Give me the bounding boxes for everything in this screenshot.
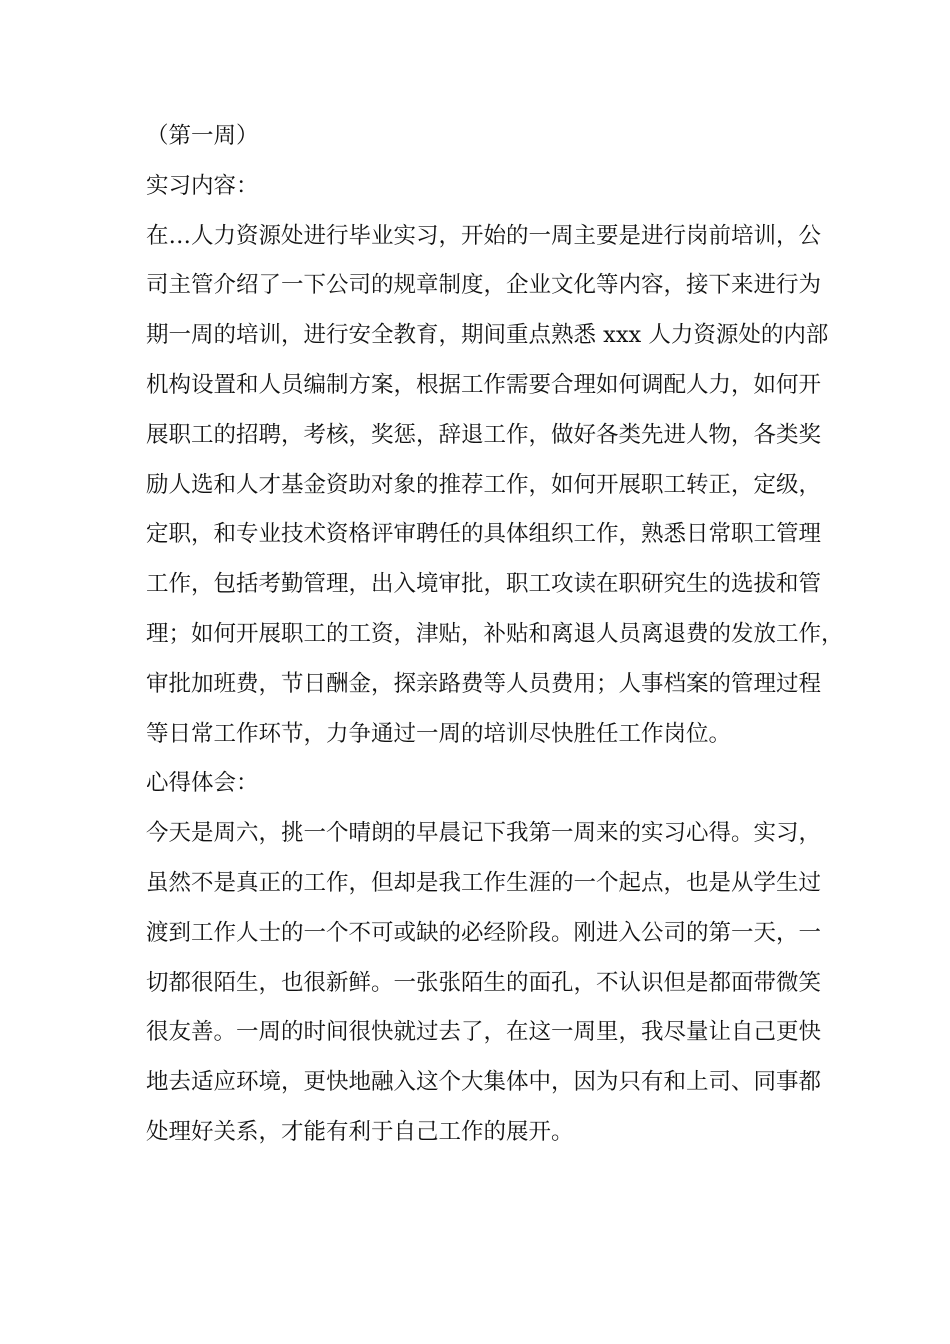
paragraph-line: 机构设置和人员编制方案，根据工作需要合理如何调配人力，如何开 xyxy=(146,371,822,398)
paragraph-line: 定职，和专业技术资格评审聘任的具体组织工作，熟悉日常职工管理 xyxy=(146,521,822,548)
paragraph-line: 司主管介绍了一下公司的规章制度，企业文化等内容，接下来进行为 xyxy=(146,272,822,299)
internship-content-paragraph xyxy=(146,212,844,760)
internship-content-heading: 实习内容： xyxy=(146,172,259,199)
paragraph-line: 等日常工作环节，力争通过一周的培训尽快胜任工作岗位。 xyxy=(146,720,732,747)
paragraph-line: 理；如何开展职工的工资，津贴，补贴和离退人员离退费的发放工作， xyxy=(146,620,844,647)
paragraph-line: 处理好关系，才能有利于自己工作的展开。 xyxy=(146,1118,574,1145)
paragraph-line: 励人选和人才基金资助对象的推荐工作，如何开展职工转正，定级， xyxy=(146,471,822,498)
document-body xyxy=(146,112,844,1158)
paragraph-line: 工作，包括考勤管理，出入境审批，职工攻读在职研究生的选拔和管 xyxy=(146,571,822,598)
paragraph-line: 地去适应环境，更快地融入这个大集体中，因为只有和上司、同事都 xyxy=(146,1069,822,1096)
week-heading: （第一周） xyxy=(146,123,259,149)
paragraph-line: 审批加班费，节日酬金，探亲路费等人员费用；人事档案的管理过程 xyxy=(146,670,822,697)
paragraph-line: 展职工的招聘，考核，奖惩，辞退工作，做好各类先进人物，各类奖 xyxy=(146,421,822,448)
paragraph-line: 虽然不是真正的工作，但却是我工作生涯的一个起点，也是从学生过 xyxy=(146,869,822,896)
paragraph-line: 期一周的培训，进行安全教育，期间重点熟悉 xxx 人力资源处的内部 xyxy=(146,322,829,349)
paragraph-line: 很友善。一周的时间很快就过去了，在这一周里，我尽量让自己更快 xyxy=(146,1019,822,1046)
reflection-paragraph xyxy=(146,809,822,1158)
reflection-heading: 心得体会： xyxy=(146,770,259,797)
paragraph-line: 今天是周六，挑一个晴朗的早晨记下我第一周来的实习心得。实习， xyxy=(146,820,822,847)
paragraph-line: 渡到工作人士的一个不可或缺的必经阶段。刚进入公司的第一天，一 xyxy=(146,919,822,946)
paragraph-line: 在…人力资源处进行毕业实习，开始的一周主要是进行岗前培训，公 xyxy=(146,222,822,249)
paragraph-line: 切都很陌生，也很新鲜。一张张陌生的面孔，不认识但是都面带微笑 xyxy=(146,969,822,996)
